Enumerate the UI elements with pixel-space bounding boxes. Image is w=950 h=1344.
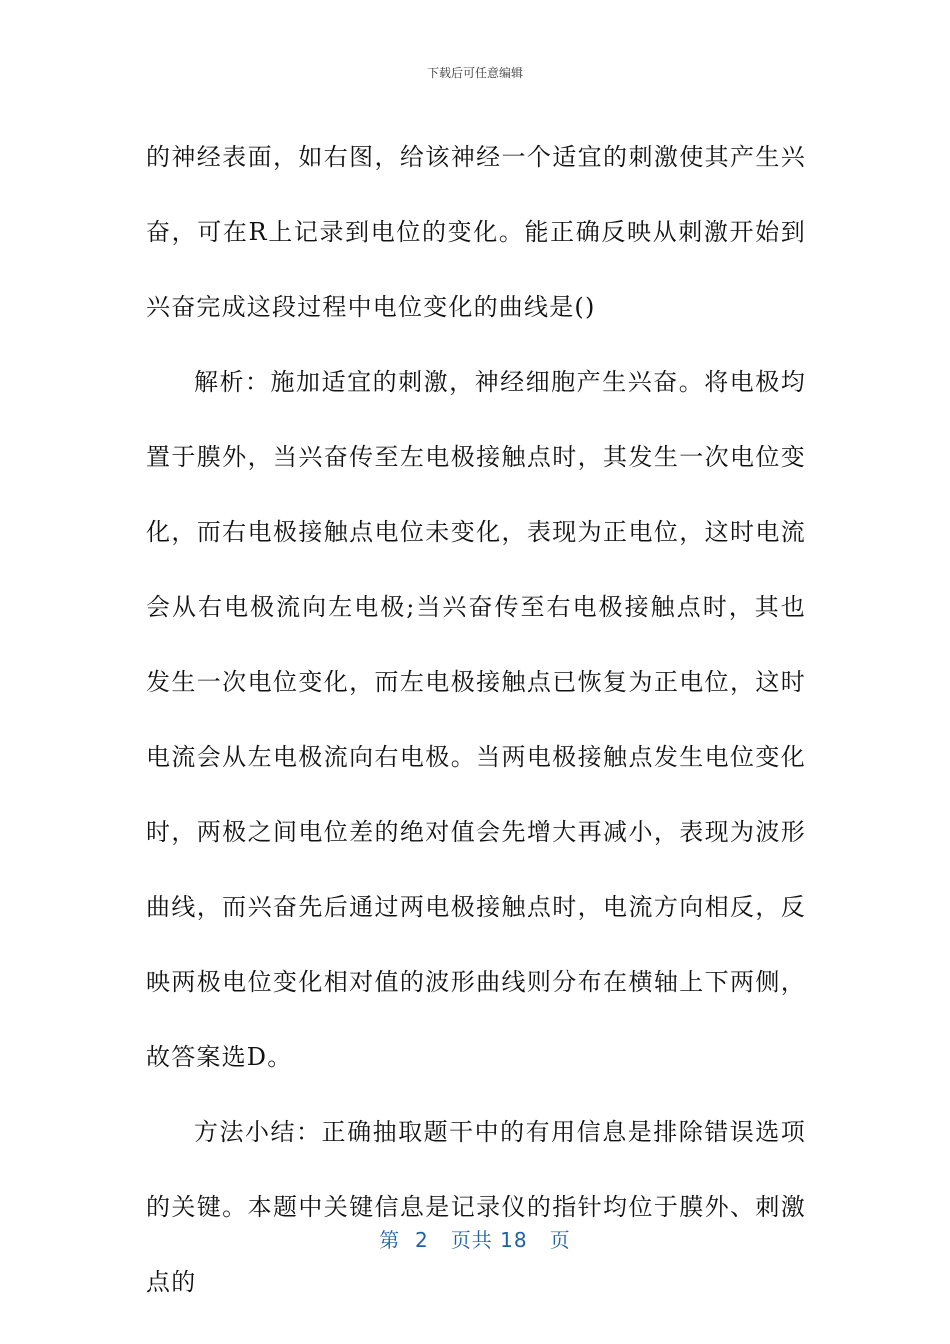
footer-prefix: 第	[379, 1228, 401, 1252]
paragraph-analysis: 解析：施加适宜的刺激，神经细胞产生兴奋。将电极均置于膜外，当兴奋传至左电极接触点时，其发生一次电位变化，而右电极接触点电位未变化，表现为正电位，这时电流会从右电极流向左电极;当兴奋传至右电极接触点时，其也发生一次电位变化，而左电极接触点已恢复为正电位，这时电流会从左电极流向右电极。当两电极接触点发生电位变化时，两极之间电位差的绝对值会先增大再减小，表现为波形曲线，而兴奋先后通过两电极接触点时，电流方向相反，反映两极电位变化相对值的波形曲线则分布在横轴上下两侧，故答案选D。	[146, 368, 806, 1071]
paragraph-continuation: 的神经表面，如右图，给该神经一个适宜的刺激使其产生兴奋，可在R上记录到电位的变化。能正确反映从刺激开始到兴奋完成这段过程中电位变化的曲线是()	[146, 143, 806, 321]
document-body	[146, 120, 806, 1320]
footer-middle: 页共	[450, 1228, 493, 1252]
footer-current-page: 2	[415, 1228, 429, 1252]
paragraph-method-summary: 方法小结：正确抽取题干中的有用信息是排除错误选项的关键。本题中关键信息是记录仪的指针均位于膜外、刺激点的	[146, 1118, 806, 1296]
footer-total-pages: 18	[500, 1228, 528, 1252]
page-header-note: 下载后可任意编辑	[426, 66, 523, 80]
page-footer	[0, 1224, 950, 1253]
footer-suffix: 页	[549, 1228, 571, 1252]
